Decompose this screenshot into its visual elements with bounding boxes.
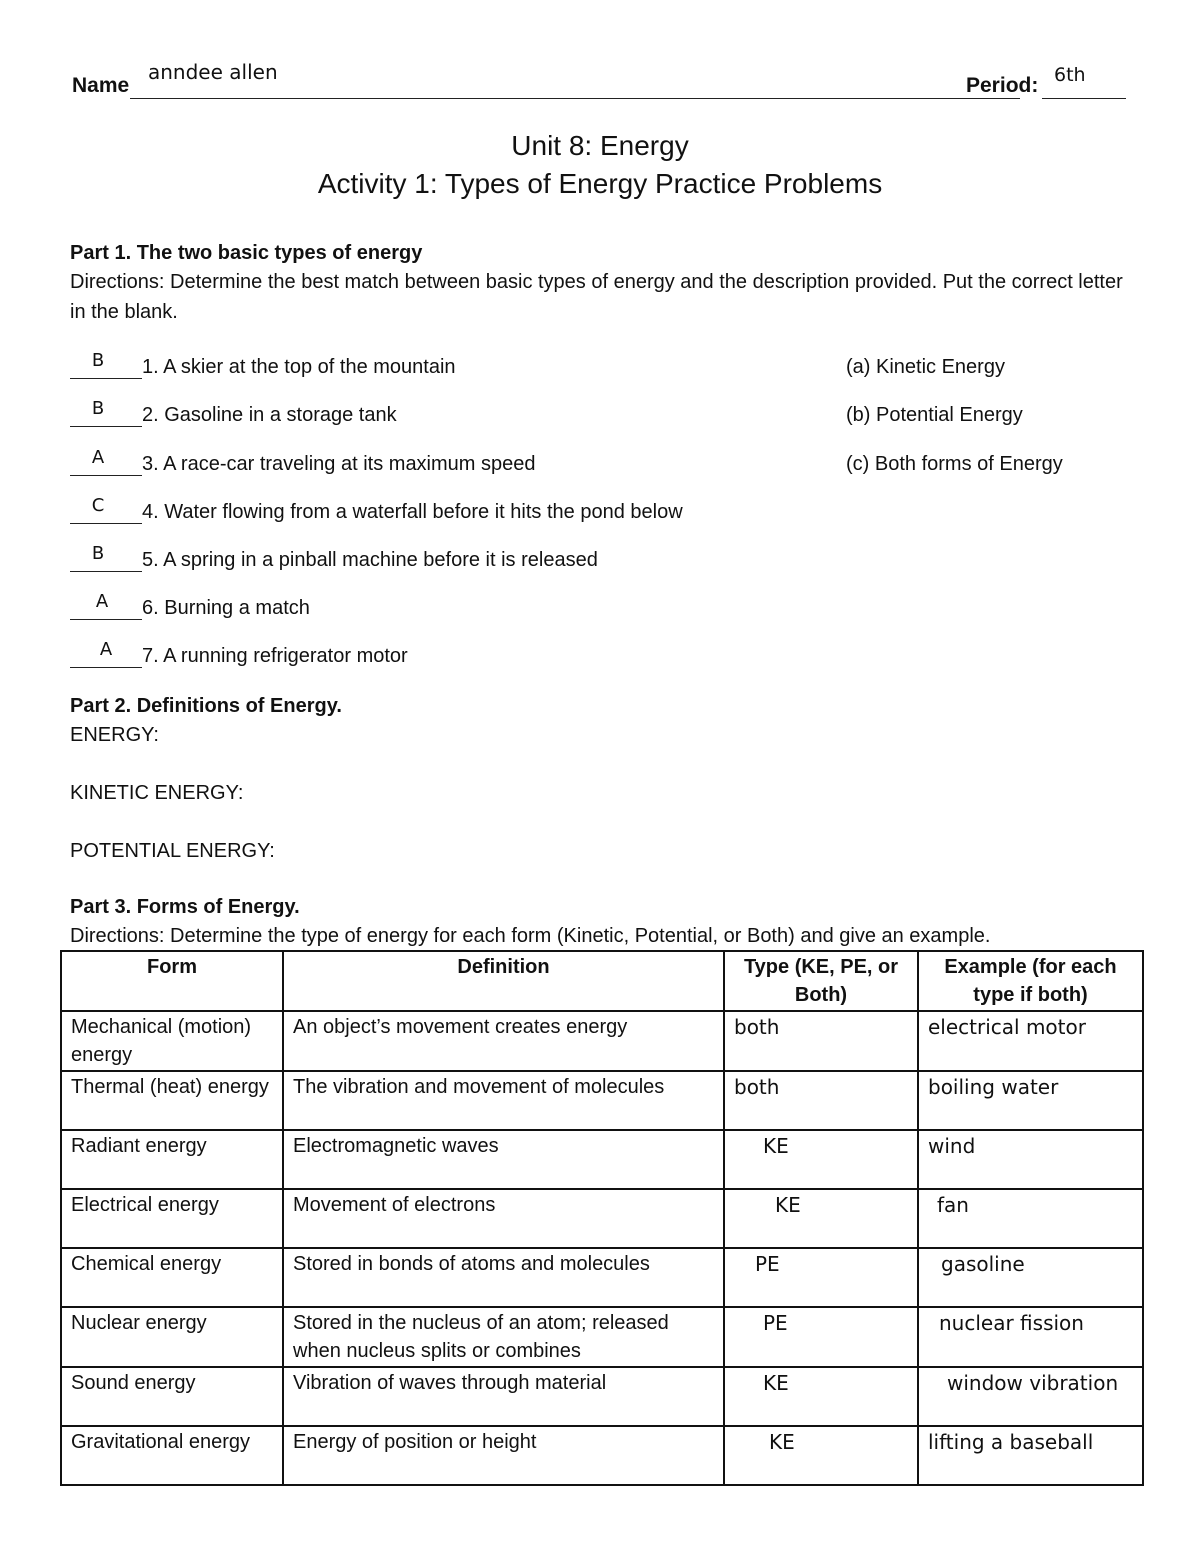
part3-directions: Directions: Determine the type of energy for each form (Kinetic, Potential, or Both) and give an example.: [70, 925, 991, 947]
table-row: [61, 1367, 1143, 1426]
table-row: [61, 1071, 1143, 1130]
choice-potential: (b) Potential Energy: [846, 404, 1023, 426]
definition-cell: Energy of position or height: [283, 1426, 724, 1485]
type-answer-cell[interactable]: KE: [724, 1189, 918, 1248]
part1-directions: Directions: Determine the best match between basic types of energy and the description provided. Put the correct letter in the blank.: [70, 271, 1123, 323]
question-text: 6. Burning a match: [142, 597, 310, 619]
question-4: [70, 495, 830, 535]
column-header-type: Type (KE, PE, or Both): [724, 951, 918, 1011]
period-field[interactable]: 6th: [1054, 64, 1086, 86]
forms-of-energy-table: [60, 950, 1144, 1486]
definition-cell: Movement of electrons: [283, 1189, 724, 1248]
type-answer-cell[interactable]: KE: [724, 1426, 918, 1485]
form-cell: Radiant energy: [61, 1130, 283, 1189]
example-answer-cell[interactable]: wind: [918, 1130, 1143, 1189]
column-header-example: Example (for each type if both): [918, 951, 1143, 1011]
definition-cell: Stored in bonds of atoms and molecules: [283, 1248, 724, 1307]
period-line: [1042, 98, 1126, 99]
name-field[interactable]: anndee allen: [148, 60, 278, 84]
answer-line: [70, 523, 142, 524]
table-row: [61, 1130, 1143, 1189]
choice-both: (c) Both forms of Energy: [846, 453, 1063, 475]
example-answer-cell[interactable]: nuclear fission: [918, 1307, 1143, 1367]
question-5: [70, 543, 830, 583]
example-answer-cell[interactable]: gasoline: [918, 1248, 1143, 1307]
name-period-row: [70, 60, 1130, 100]
form-cell: Chemical energy: [61, 1248, 283, 1307]
example-answer-cell[interactable]: electrical motor: [918, 1011, 1143, 1071]
example-answer-cell[interactable]: lifting a baseball: [918, 1426, 1143, 1485]
name-label: Name: [72, 74, 130, 97]
definition-cell: The vibration and movement of molecules: [283, 1071, 724, 1130]
form-cell: Thermal (heat) energy: [61, 1071, 283, 1130]
choice-kinetic: (a) Kinetic Energy: [846, 356, 1005, 378]
type-answer-cell[interactable]: KE: [724, 1367, 918, 1426]
form-cell: Nuclear energy: [61, 1307, 283, 1367]
question-3: [70, 447, 830, 487]
answer-field-2[interactable]: B: [91, 398, 105, 419]
energy-definition-label: ENERGY:: [70, 724, 159, 746]
question-2: [70, 398, 830, 438]
question-7: [70, 639, 830, 679]
activity-title: Activity 1: Types of Energy Practice Problems: [317, 168, 883, 199]
potential-definition-label: POTENTIAL ENERGY:: [70, 840, 275, 862]
question-text: 3. A race-car traveling at its maximum speed: [142, 453, 536, 475]
example-answer-cell[interactable]: fan: [918, 1189, 1143, 1248]
part2-heading: Part 2. Definitions of Energy.: [70, 695, 342, 717]
table-row: [61, 1189, 1143, 1248]
question-text: 7. A running refrigerator motor: [142, 645, 408, 667]
table-row: [61, 1248, 1143, 1307]
part1-heading: Part 1. The two basic types of energy: [70, 242, 423, 264]
answer-line: [70, 667, 142, 668]
name-line: [130, 98, 1020, 99]
table-header-row: [61, 951, 1143, 1011]
definition-cell: Stored in the nucleus of an atom; released when nucleus splits or combines: [283, 1307, 724, 1367]
answer-field-3[interactable]: A: [91, 447, 105, 468]
definition-cell: Vibration of waves through material: [283, 1367, 724, 1426]
definition-cell: An object’s movement creates energy: [283, 1011, 724, 1071]
answer-field-6[interactable]: A: [95, 591, 109, 612]
form-cell: Mechanical (motion) energy: [61, 1011, 283, 1071]
answer-field-5[interactable]: B: [91, 543, 105, 564]
type-answer-cell[interactable]: both: [724, 1011, 918, 1071]
form-cell: Electrical energy: [61, 1189, 283, 1248]
question-1: [70, 350, 830, 390]
definition-cell: Electromagnetic waves: [283, 1130, 724, 1189]
question-text: 5. A spring in a pinball machine before it is released: [142, 549, 598, 571]
answer-line: [70, 619, 142, 620]
question-text: 1. A skier at the top of the mountain: [142, 356, 456, 378]
table-row: [61, 1307, 1143, 1367]
type-answer-cell[interactable]: PE: [724, 1248, 918, 1307]
type-answer-cell[interactable]: both: [724, 1071, 918, 1130]
column-header-form: Form: [61, 951, 283, 1011]
form-cell: Gravitational energy: [61, 1426, 283, 1485]
part3-heading: Part 3. Forms of Energy.: [70, 896, 300, 918]
answer-line: [70, 475, 142, 476]
answer-line: [70, 426, 142, 427]
answer-field-4[interactable]: C: [91, 495, 105, 516]
kinetic-definition-label: KINETIC ENERGY:: [70, 782, 244, 804]
answer-line: [70, 378, 142, 379]
question-text: 2. Gasoline in a storage tank: [142, 404, 397, 426]
column-header-definition: Definition: [283, 951, 724, 1011]
answer-field-1[interactable]: B: [91, 350, 105, 371]
form-cell: Sound energy: [61, 1367, 283, 1426]
question-6: [70, 591, 830, 631]
unit-title: Unit 8: Energy: [511, 130, 689, 161]
type-answer-cell[interactable]: PE: [724, 1307, 918, 1367]
table-row: [61, 1011, 1143, 1071]
type-answer-cell[interactable]: KE: [724, 1130, 918, 1189]
answer-field-7[interactable]: A: [99, 639, 113, 660]
table-row: [61, 1426, 1143, 1485]
answer-line: [70, 571, 142, 572]
question-text: 4. Water flowing from a waterfall before it hits the pond below: [142, 501, 683, 523]
example-answer-cell[interactable]: window vibration: [918, 1367, 1143, 1426]
period-label: Period:: [966, 74, 1039, 97]
example-answer-cell[interactable]: boiling water: [918, 1071, 1143, 1130]
